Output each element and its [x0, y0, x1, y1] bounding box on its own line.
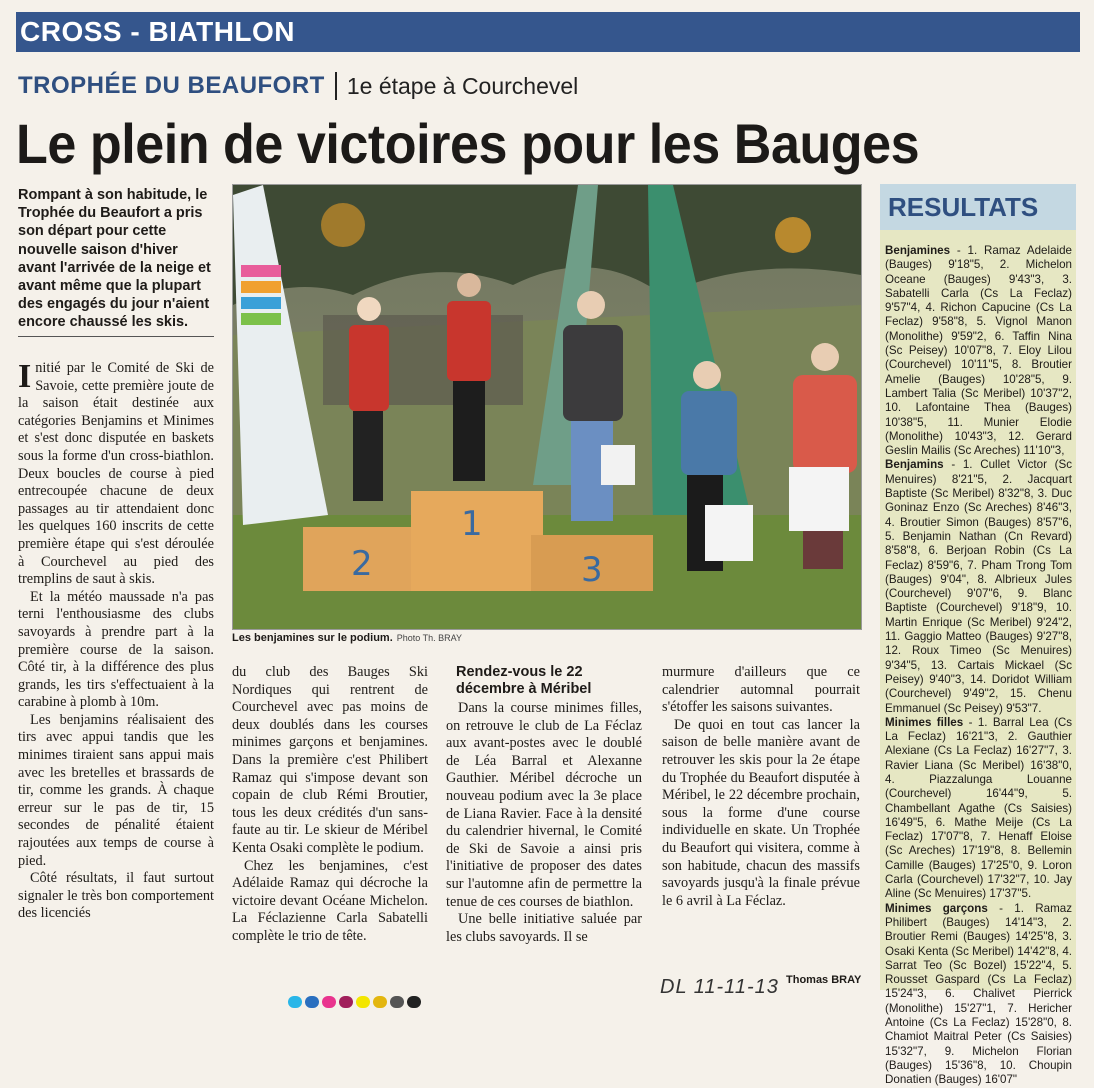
paragraph: murmure d'ailleurs que ce calendrier automnal pourrait s'étoffer les saisons suivantes. — [662, 664, 860, 716]
color-mark — [356, 996, 370, 1008]
results-title: RESULTATS — [880, 184, 1076, 230]
paragraph: Chez les benjamines, c'est Adélaide Ramaz qui décroche la victoire devant Océane Michelon. La Féclazienne Carla Sabatelli complète le trio de tête. — [232, 857, 428, 944]
color-mark — [407, 996, 421, 1008]
results-text: - 1. Ramaz Philibert (Bauges) 14'14"3, 2. Broutier Remi (Bauges) 14'25"8, 3. Osaki Kenta (Sc Meribel) 14'42"8, 4. Sarrat Teo (Sc Bozel) 15'22"4, 5. Rousset Gaspard (Cs La Feclaz) 15'24"3, 6. Chalivet Pierrick (Monolithe) 15'27"1, 7. Hericher Antoine (Cs La Feclaz) 15'28"0, 8. Chamiot Maitral Peter (Cs Saisies) 15'32"7, 9. Michelon Florian (Bauges) 15'36"8, 10. Choupin Donatien (Bauges) 16'07" — [885, 901, 1072, 1087]
podium-number: 3 — [581, 550, 603, 590]
results-text: - 1. Cullet Victor (Sc Menuires) 8'21"5, 2. Jacquart Baptiste (Sc Meribel) 8'32"8, 3. Duc Goninaz Enzo (Sc Areches) 8'46"3, 4. Broutier Simon (Bauges) 8'57"6, 5. Benjamin Nathan (Cn Revard) 8'58"8, 6. Berjoan Robin (Cs La Feclaz) 8'59"6, 7. Pham Trong Tom (Bauges) 9'04", 8. Albrieux Jules (Courchevel) 9'07"6, 9. Blanc Baptiste (Courchevel) 9'18"9, 10. Martin Enrique (Sc Meribel) 9'24"2, 11. Gaggio Matteo (Bauges) 9'27"8, 12. Roux Timeo (Sc Menuires) 9'34"5, 13. Cartais Mickael (Sc Peisey) 9'40"3, 14. Doridot William (Courchevel) 9'49"2, 15. Chenu Emmanuel (Sc Peisey) 9'53"7. — [885, 458, 1072, 715]
results-sidebar — [880, 184, 1076, 1087]
results-section — [885, 458, 1072, 715]
photo-credit: Photo Th. BRAY — [396, 633, 462, 643]
paragraph: Et la météo maussade n'a pas terni l'enthousiasme des clubs savoyards à prendre part à la première course de la saison. Côté tir, à la différence des plus grands, les tirs s'effectuaient à la carabine à plomb à 10m. — [18, 588, 214, 711]
podium-number: 1 — [461, 504, 483, 544]
results-section — [885, 244, 1072, 458]
article-column-1 — [18, 360, 214, 990]
results-section — [885, 902, 1072, 1088]
paragraph: Les benjamins réalisaient des tirs avec appui tandis que les minimes tiraient sans appui mais avec les bretelles et brassards de tir, comme les grands. À chaque erreur sur le pas de tir, 15 secondes de pénalité étaient rajoutées aux temps de course à pied. — [18, 711, 214, 869]
paragraph: De quoi en tout cas lancer la saison de belle manière avant de retrouver les skis pour la 2e étape du Trophée du Beaufort disputée à Méribel, le 22 décembre prochain, sous la forme d'une course individuelle en skate. Un Trophée du Beaufort qui visitera, comme à son habitude, chacun des massifs savoyards jusqu'à la finale prévue le 6 avril à La Féclaz. — [662, 716, 860, 909]
handwritten-date: DL 11-11-13 — [660, 976, 779, 998]
caption-text: Les benjamines sur le podium. — [232, 632, 393, 644]
kicker-title: TROPHÉE DU BEAUFORT — [18, 72, 325, 99]
color-mark — [339, 996, 353, 1008]
results-category: Benjamines — [885, 244, 951, 257]
results-section — [885, 716, 1072, 902]
paragraph — [18, 360, 214, 589]
results-category: Benjamins — [885, 458, 944, 472]
photo-caption — [232, 632, 462, 644]
kicker-subtitle: 1e étape à Courchevel — [346, 72, 579, 99]
results-category: Minimes garçons — [885, 901, 988, 915]
author-signature: Thomas BRAY — [786, 974, 862, 986]
headline: Le plein de victoires pour les Bauges — [16, 112, 920, 175]
results-text: - 1. Barral Lea (Cs La Feclaz) 16'21"3, 2. Gauthier Alexiane (Cs La Feclaz) 16'27"7, 3. Ravier Liana (Sc Meribel) 16'38"0, 4. Piazzalunga Louanne (Courchevel) 16'44"9, 5. Chambellant Agathe (Cs Saisies) 16'49"5, 6. Mathe Meije (Cs La Feclaz) 17'07"8, 7. Henaff Eloise (Sc Areches) 17'19"8, 8. Bellemin Camille (Bauges) 17'25"0, 9. Loron Carla (Courchevel) 17'32"7, 10. Jay Aline (Sc Menuires) 17'37"5. — [885, 715, 1072, 901]
lead-paragraph: Rompant à son habitude, le Trophée du Beaufort a pris son départ pour cette nouvelle saison d'hiver avant l'arrivée de la neige et avant même que la plupart des engagés du jour n'aient encore chaussé les skis. — [18, 187, 211, 331]
podium-number: 2 — [351, 544, 373, 584]
results-text: - 1. Ramaz Adelaide (Bauges) 9'18"5, 2. Michelon Oceane (Bauges) 9'43"3, 3. Sabatelli Carla (Cs La Feclaz) 9'57"4, 4. Richon Capucine (Cs La Feclaz) 9'58"8, 5. Vignol Manon (Monolithe) 9'59"2, 6. Taffin Nina (Sc Peisey) 10'07"8, 7. Eloy Lilou (Courchevel) 10'11"5, 8. Broutier Amelie (Bauges) 10'28"5, 9. Lambert Talia (Sc Meribel) 10'37"2, 10. Lafontaine Thea (Bauges) 10'38"5, 11. Munier Elodie (Monolithe) 10'43"3, 12. Gerard Geslin Mailis (Sc Areches) 11'10"3, — [885, 244, 1072, 458]
paragraph-text: nitié par le Comité de Ski de Savoie, cette première joute de la saison était destinée aux catégories Benjamins et Minimes et s'est donc disputée en baskets sous la forme d'un cross-biathlon. Deux boucles de course à pied entrecoupée chacune de deux passages au tir attendaient donc les quelques 160 inscrits de cette première étape qui s'est déroulée à Courchevel au pied des tremplins de saut à skis. — [18, 360, 214, 588]
color-mark — [373, 996, 387, 1008]
color-mark — [390, 996, 404, 1008]
paragraph: du club des Bauges Ski Nordiques qui rentrent de Courchevel avec pas moins de deux doublés dans les courses minimes garçons et benjamines. Dans la première c'est Philibert Ramaz qui s'impose devant son copain de club Rémi Broutier, tous les deux crédités d'un sans-faute au tir. Le skieur de Méribel Kenta Osaki complète le podium. — [232, 664, 428, 856]
kicker-divider — [335, 72, 337, 100]
paragraph: Dans la course minimes filles, on retrouve le club de La Féclaz aux avant-postes avec le doublé de Léa Barral et Alexanne Gauthier. Méribel décroche un nouveau podium avec la 3e place de Liana Ravier. Face à la densité du calendrier hivernal, le Comité de Ski de Savoie a ainsi pris l'initiative de proposer des dates sur l'automne afin de permettre la tenue de ces courses de biathlon. — [446, 700, 642, 910]
color-mark — [322, 996, 336, 1008]
paragraph: Côté résultats, il faut surtout signaler le très bon comportement des licenciés — [18, 870, 214, 922]
paragraph: Une belle initiative saluée par les clubs savoyards. Il se — [446, 911, 642, 945]
color-mark — [305, 996, 319, 1008]
results-category: Minimes filles — [885, 715, 964, 729]
article-column-2 — [232, 664, 428, 984]
dropcap: I — [18, 360, 32, 395]
article-column-4 — [662, 664, 860, 994]
podium-photo — [232, 184, 862, 630]
section-banner: CROSS - BIATHLON — [16, 12, 1080, 52]
print-color-marks — [288, 996, 421, 1008]
results-body — [880, 230, 1076, 1088]
color-mark — [288, 996, 302, 1008]
photo-illustration — [233, 185, 861, 629]
article-kicker — [18, 68, 578, 104]
intertitle: Rendez-vous le 22 décembre à Méribel — [456, 664, 592, 697]
article-column-3 — [446, 664, 642, 994]
lead-divider — [18, 336, 214, 337]
